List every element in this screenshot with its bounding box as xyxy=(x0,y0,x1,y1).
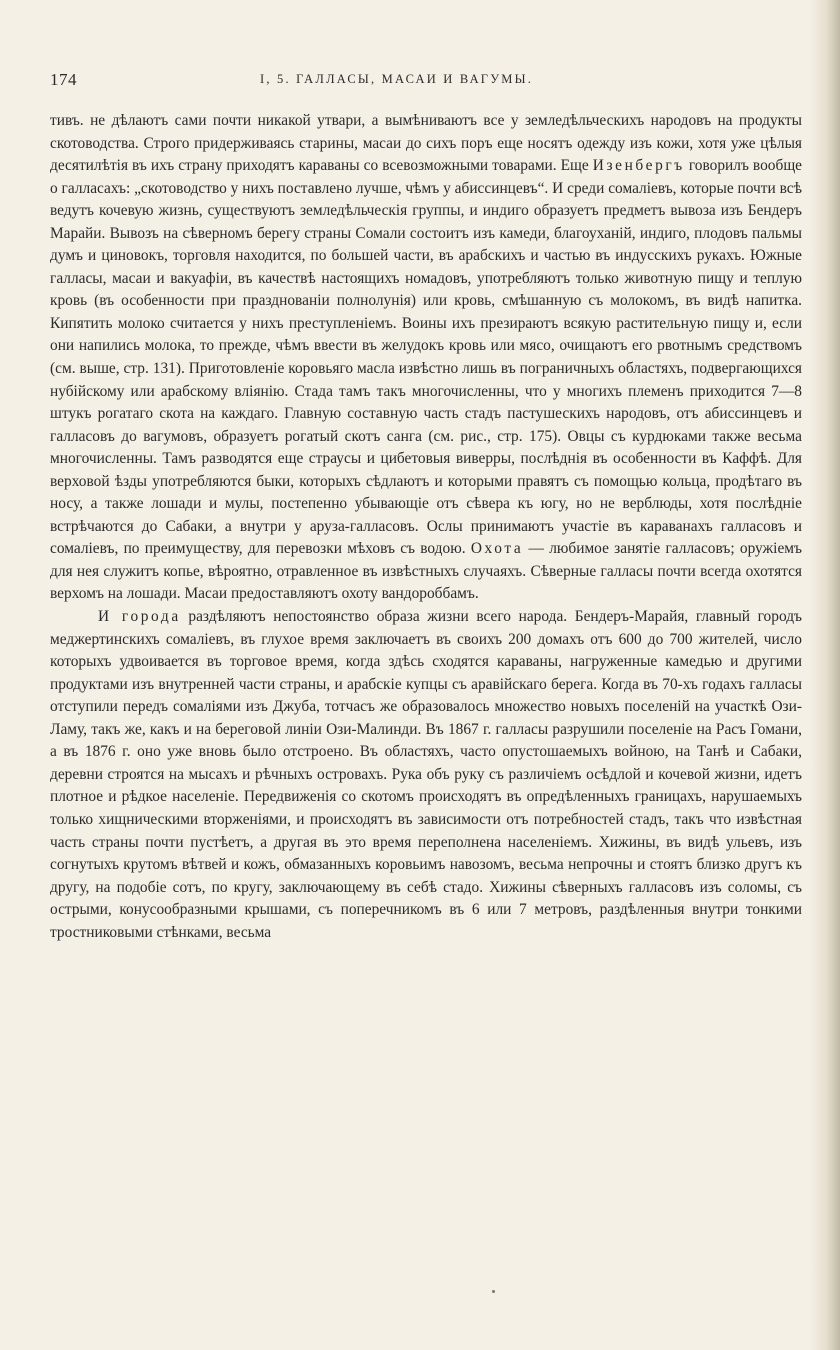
spaced-term-i-goroda: И города xyxy=(98,608,181,626)
text-segment: раздѣляютъ непостоянство образа жизни всего народа. Бендеръ-Марайя, главный городъ меджертинскихъ сомалiевъ, въ глухое время заключаетъ въ своихъ 200 домахъ отъ 600 до 700 жителей, число которыхъ удвоивается въ торговое время, когда здѣсь сходятся караваны, нагруженные камедью и другими продуктами изъ внутренней части страны, и арабскiе купцы съ аравiйскаго берега. Когда въ 70-хъ годахъ галласы отступили передъ сомалiями изъ Джуба, тотчасъ же образовалось множество новыхъ поселенiй на участкѣ Ози-Ламу, такъ же, какъ и на береговой линiи Ози-Малинди. Въ 1867 г. галласы разрушили поселенiе на Расъ Гомани, а въ 1876 г. оно уже вновь было отстроено. Въ областяхъ, часто опустошаемыхъ войною, на Танѣ и Сабаки, деревни строятся на мысахъ и рѣчныхъ островахъ. Рука объ руку съ различiемъ осѣдлой и кочевой жизни, идетъ плотное и рѣдкое населенiе. Передвиженiя со скотомъ происходятъ въ опредѣленныхъ границахъ, нарушаемыхъ только хищническими вторженiями, и происходятъ въ зависимости отъ потребностей стадъ, такъ что извѣстная часть страны почти пустѣетъ, а другая въ это время переполнена населенiемъ. Хижины, въ видѣ ульевъ, изъ согнутыхъ крутомъ вѣтвей и кожъ, обмазанныхъ коровьимъ навозомъ, весьма непрочны и стоятъ близко другъ къ другу, на подобiе сотъ, по кругу, заключающему въ себѣ стадо. Хижины сѣверныхъ галласовъ изъ соломы, съ острыми, конусообразными крышами, съ поперечникомъ въ 6 или 7 метровъ, раздѣленныя внутри тонкими тростниковыми стѣнками, весьма xyxy=(50,608,802,941)
paragraph-2 xyxy=(50,606,802,944)
text-segment: тивъ. не дѣлаютъ сами почти никакой утвари, а вымѣниваютъ все у земледѣльческихъ народовъ на продукты скотоводства. Строго придерживаясь старины, масаи до сихъ поръ еще носятъ одежду изъ кожи, хотя уже цѣлыя десятилѣтія въ ихъ страну приходятъ караваны со всевозможными товарами. Еще xyxy=(50,112,802,175)
spaced-name-isenberg: Изенбергъ xyxy=(592,157,685,175)
paragraph-1 xyxy=(50,110,802,606)
spaced-term-okhota: Охота xyxy=(470,540,524,558)
running-title: I, 5. ГАЛЛАСЫ, МАСАИ И ВАГУМЫ. xyxy=(260,72,534,86)
page-edge-shadow xyxy=(810,0,840,1350)
page-number: 174 xyxy=(50,70,77,89)
text-segment: говорилъ вообще о галласахъ: „скотоводство у нихъ поставлено лучше, чѣмъ у абиссинцевъ“. И среди сомалiевъ, которые почти всѣ ведутъ кочевую жизнь, существуютъ земледѣльческiя группы, и индиго образуетъ предметъ вывоза изъ Бендеръ Марайи. Вывозъ на сѣверномъ берегу страны Сомали состоитъ изъ камеди, благоуханiй, индиго, плодовъ пальмы думъ и циновокъ, торговля находится, по большей части, въ арабскихъ и частью въ индусскихъ рукахъ. Южные галласы, масаи и вакуафiи, въ качествѣ настоящихъ номадовъ, употребляютъ только животную пищу и теплую кровь (въ особенности при празднованiи полнолунiя) или кровь, смѣшанную съ молокомъ, въ видѣ напитка. Кипятить молоко считается у нихъ преступленiемъ. Воины ихъ презираютъ всякую растительную пищу и, если они напились молока, то прежде, чѣмъ ввести въ желудокъ кровь или мясо, очищаютъ его рвотнымъ средствомъ (см. выше, стр. 131). Приготовленiе коровьяго масла извѣстно лишь въ пограничныхъ областяхъ, подвергающихся нубiйскому или арабскому влiянiю. Стада тамъ такъ многочисленны, что у многихъ племенъ приходится 7—8 штукъ рогатаго скота на каждаго. Главную составную часть стадъ пастушескихъ народовъ, отъ абиссинцевъ и галласовъ до вагумовъ, образуетъ рогатый скотъ санга (см. рис., стр. 175). Овцы съ курдюками также весьма многочисленны. Тамъ разводятся еще страусы и цибетовыя виверры, послѣднiя въ особенности въ Каффѣ. Для верховой ѣзды употребляются быки, которыхъ сѣдлаютъ и которыми правятъ съ помощью кольца, продѣтаго въ носу, а также лошади и мулы, постепенно убывающiе отъ сѣвера къ югу, но не верблюды, хотя послѣднiе встрѣчаются до Сабаки, а внутри у аруза-галласовъ. Ослы принимаютъ участiе въ караванахъ галласовъ и сомалiевъ, по преимуществу, для перевозки мѣховъ съ водою. xyxy=(50,157,802,558)
body-text xyxy=(50,110,802,944)
text-segment: — любимое занятiе галласовъ; оружiемъ для нея служитъ копье, вѣроятно, отравленное въ извѣстныхъ случаяхъ. Сѣверные галласы почти всегда охотятся верхомъ на лошади. Масаи предоставляютъ охоту вандороббамъ. xyxy=(50,540,802,603)
page-header xyxy=(50,70,795,92)
print-speck xyxy=(492,1290,495,1293)
